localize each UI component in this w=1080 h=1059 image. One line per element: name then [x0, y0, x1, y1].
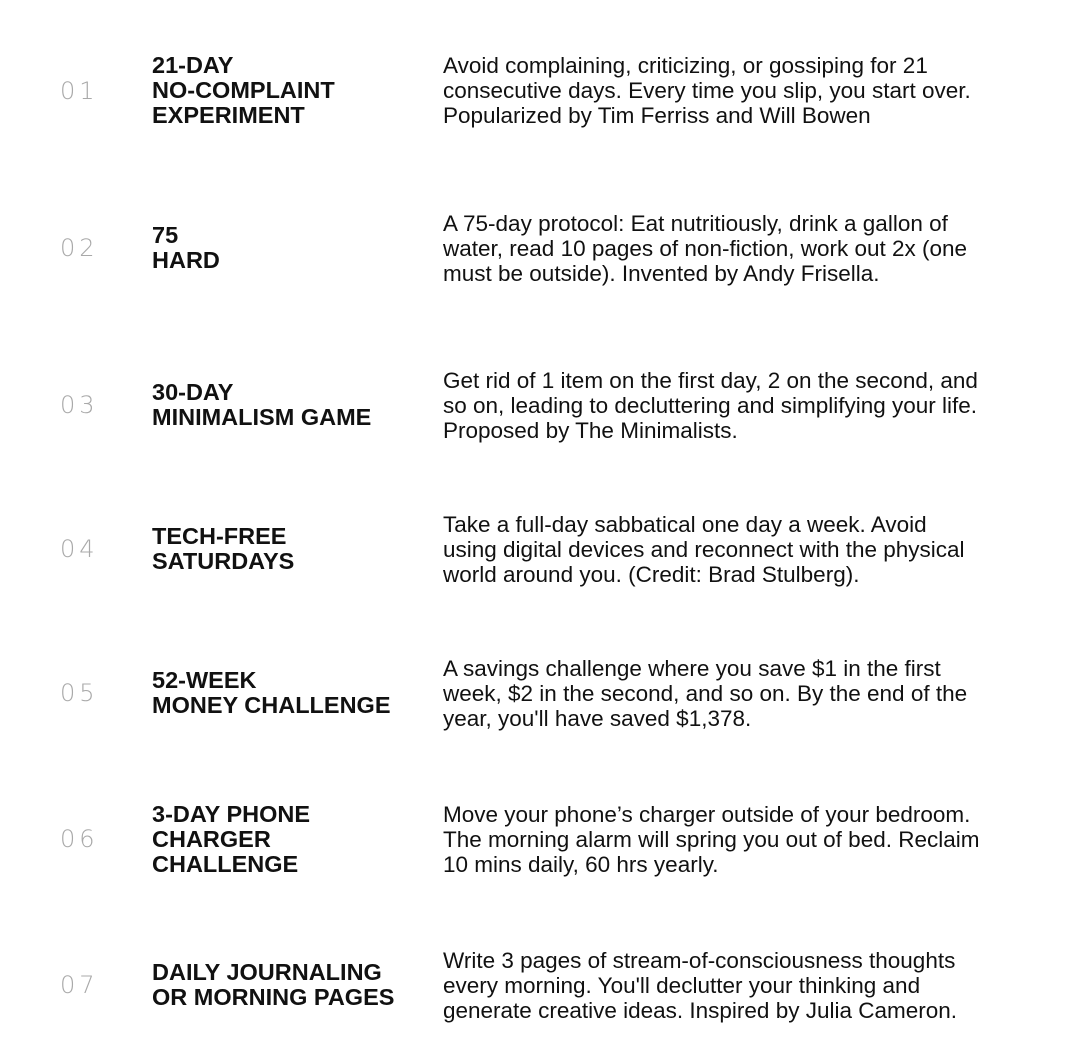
item-number: 06: [60, 825, 99, 853]
item-description: Take a full-day sabbatical one day a week. Avoid using digital devices and reconnect with the physical world around you. (Credit: Brad Stulberg).: [443, 512, 965, 587]
item-description: Avoid complaining, criticizing, or gossiping for 21 consecutive days. Every time you slip, you start over. Popularized by Tim Ferriss and Will Bowen: [443, 53, 971, 128]
item-description: Write 3 pages of stream-of-consciousness thoughts every morning. You'll declutter your thinking and generate creative ideas. Inspired by Julia Cameron.: [443, 948, 958, 1023]
item-title: 75 HARD: [152, 222, 220, 273]
item-description: A savings challenge where you save $1 in the first week, $2 in the second, and so on. By the end of the year, you'll have saved $1,378.: [443, 656, 968, 731]
item-number: 02: [60, 234, 99, 262]
item-title: 52-WEEK MONEY CHALLENGE: [152, 667, 391, 718]
item-number: 07: [60, 971, 99, 999]
item-description: A 75-day protocol: Eat nutritiously, drink a gallon of water, read 10 pages of non-fiction, work out 2x (one must be outside). Invented by Andy Frisella.: [443, 211, 968, 286]
item-description: Get rid of 1 item on the first day, 2 on the second, and so on, leading to decluttering and simplifying your life. Proposed by The Minimalists.: [443, 368, 978, 443]
item-number: 03: [60, 391, 99, 419]
item-title: 21-DAY NO-COMPLAINT EXPERIMENT: [152, 52, 335, 128]
item-title: 3-DAY PHONE CHARGER CHALLENGE: [152, 801, 311, 877]
item-number: 05: [60, 679, 99, 707]
item-title: TECH-FREE SATURDAYS: [152, 523, 295, 574]
item-number: 01: [60, 77, 99, 105]
item-title: 30-DAY MINIMALISM GAME: [152, 379, 372, 430]
item-number: 04: [60, 535, 99, 563]
item-title: DAILY JOURNALING OR MORNING PAGES: [152, 959, 395, 1010]
item-description: Move your phone’s charger outside of your bedroom. The morning alarm will spring you out of bed. Reclaim 10 mins daily, 60 hrs yearly.: [443, 802, 980, 877]
